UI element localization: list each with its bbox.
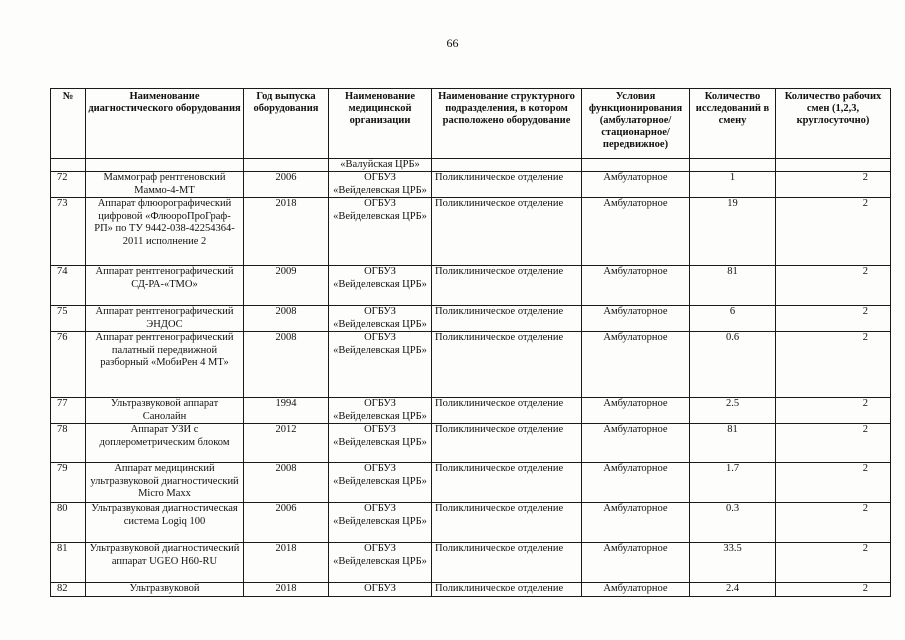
continuation-organization: «Валуйская ЦРБ» [329, 159, 432, 172]
row-num: 80 [51, 503, 86, 543]
row-exam-count: 19 [690, 198, 776, 266]
table-row [51, 463, 891, 503]
table-row [51, 398, 891, 424]
row-exam-count: 81 [690, 266, 776, 306]
equipment-table [50, 88, 891, 597]
row-shifts: 2 [776, 172, 891, 198]
row-conditions: Амбулаторное [582, 172, 690, 198]
row-unit: Поликлиническое отделение [432, 583, 582, 597]
table-row [51, 503, 891, 543]
row-year: 2018 [244, 543, 329, 583]
row-conditions: Амбулаторное [582, 306, 690, 332]
row-num: 72 [51, 172, 86, 198]
row-exam-count: 1.7 [690, 463, 776, 503]
header-exam-count: Количество исследований в смену [690, 89, 776, 159]
row-equipment-name: Ультразвуковой аппарат Санолайн [86, 398, 244, 424]
row-num: 73 [51, 198, 86, 266]
row-unit: Поликлиническое отделение [432, 172, 582, 198]
row-conditions: Амбулаторное [582, 398, 690, 424]
row-exam-count: 81 [690, 424, 776, 463]
row-equipment-name: Аппарат рентгенографический палатный передвижной разборный «МобиРен 4 МТ» [86, 332, 244, 398]
row-year: 2008 [244, 332, 329, 398]
row-organization: ОГБУЗ «Вейделевская ЦРБ» [329, 306, 432, 332]
row-num: 78 [51, 424, 86, 463]
row-unit: Поликлиническое отделение [432, 266, 582, 306]
row-organization: ОГБУЗ «Вейделевская ЦРБ» [329, 398, 432, 424]
row-equipment-name: Аппарат УЗИ с доплерометрическим блоком [86, 424, 244, 463]
row-shifts: 2 [776, 332, 891, 398]
row-organization: ОГБУЗ «Вейделевская ЦРБ» [329, 172, 432, 198]
header-year: Год выпуска оборудования [244, 89, 329, 159]
row-shifts: 2 [776, 398, 891, 424]
row-organization: ОГБУЗ [329, 583, 432, 597]
table-row [51, 172, 891, 198]
row-unit: Поликлиническое отделение [432, 332, 582, 398]
row-shifts: 2 [776, 503, 891, 543]
row-equipment-name: Ультразвуковой диагностический аппарат UGEO H60-RU [86, 543, 244, 583]
header-equipment-name: Наименование диагностического оборудования [86, 89, 244, 159]
row-year: 2012 [244, 424, 329, 463]
row-conditions: Амбулаторное [582, 424, 690, 463]
row-unit: Поликлиническое отделение [432, 198, 582, 266]
header-conditions: Условия функционирования (амбулаторное/ стационарное/ передвижное) [582, 89, 690, 159]
row-conditions: Амбулаторное [582, 583, 690, 597]
row-unit: Поликлиническое отделение [432, 503, 582, 543]
row-shifts: 2 [776, 463, 891, 503]
row-unit: Поликлиническое отделение [432, 398, 582, 424]
row-num: 76 [51, 332, 86, 398]
table-row [51, 306, 891, 332]
row-exam-count: 2.5 [690, 398, 776, 424]
row-organization: ОГБУЗ «Вейделевская ЦРБ» [329, 503, 432, 543]
table-row [51, 583, 891, 597]
row-year: 2009 [244, 266, 329, 306]
row-year: 2008 [244, 306, 329, 332]
table-row [51, 543, 891, 583]
row-year: 2018 [244, 198, 329, 266]
row-exam-count: 1 [690, 172, 776, 198]
row-conditions: Амбулаторное [582, 503, 690, 543]
row-exam-count: 0.6 [690, 332, 776, 398]
row-shifts: 2 [776, 306, 891, 332]
table-row [51, 198, 891, 266]
row-organization: ОГБУЗ «Вейделевская ЦРБ» [329, 543, 432, 583]
row-unit: Поликлиническое отделение [432, 543, 582, 583]
row-shifts: 2 [776, 424, 891, 463]
row-year: 1994 [244, 398, 329, 424]
row-organization: ОГБУЗ «Вейделевская ЦРБ» [329, 332, 432, 398]
row-year: 2006 [244, 503, 329, 543]
row-shifts: 2 [776, 583, 891, 597]
row-shifts: 2 [776, 266, 891, 306]
row-organization: ОГБУЗ «Вейделевская ЦРБ» [329, 463, 432, 503]
row-num: 74 [51, 266, 86, 306]
row-equipment-name: Аппарат медицинский ультразвуковой диагностический Micro Maxx [86, 463, 244, 503]
table-row [51, 332, 891, 398]
row-organization: ОГБУЗ «Вейделевская ЦРБ» [329, 424, 432, 463]
header-unit: Наименование структурного подразделения, в котором расположено оборудование [432, 89, 582, 159]
row-year: 2008 [244, 463, 329, 503]
row-equipment-name: Ультразвуковая диагностическая система Logiq 100 [86, 503, 244, 543]
row-conditions: Амбулаторное [582, 332, 690, 398]
continuation-row [51, 159, 891, 172]
row-equipment-name: Аппарат рентгенографический СД-РА-«ТМО» [86, 266, 244, 306]
row-unit: Поликлиническое отделение [432, 424, 582, 463]
row-conditions: Амбулаторное [582, 266, 690, 306]
header-shifts: Количество рабочих смен (1,2,3, круглосуточно) [776, 89, 891, 159]
row-num: 82 [51, 583, 86, 597]
row-shifts: 2 [776, 198, 891, 266]
page-number: 66 [446, 36, 459, 50]
row-conditions: Амбулаторное [582, 463, 690, 503]
row-conditions: Амбулаторное [582, 198, 690, 266]
row-num: 77 [51, 398, 86, 424]
row-num: 79 [51, 463, 86, 503]
table-row [51, 266, 891, 306]
row-equipment-name: Маммограф рентгеновский Маммо-4-МТ [86, 172, 244, 198]
row-num: 75 [51, 306, 86, 332]
row-unit: Поликлиническое отделение [432, 463, 582, 503]
row-shifts: 2 [776, 543, 891, 583]
row-exam-count: 33.5 [690, 543, 776, 583]
header-organization: Наименование медицинской организации [329, 89, 432, 159]
row-num: 81 [51, 543, 86, 583]
row-conditions: Амбулаторное [582, 543, 690, 583]
row-equipment-name: Аппарат рентгенографический ЭНДОС [86, 306, 244, 332]
row-year: 2006 [244, 172, 329, 198]
row-organization: ОГБУЗ «Вейделевская ЦРБ» [329, 266, 432, 306]
row-exam-count: 6 [690, 306, 776, 332]
row-equipment-name: Аппарат флюорографический цифровой «ФлюороПроГраф-РП» по ТУ 9442-038-42254364-2011 исполнение 2 [86, 198, 244, 266]
row-exam-count: 2.4 [690, 583, 776, 597]
row-unit: Поликлиническое отделение [432, 306, 582, 332]
row-year: 2018 [244, 583, 329, 597]
row-organization: ОГБУЗ «Вейделевская ЦРБ» [329, 198, 432, 266]
header-num: № [51, 89, 86, 159]
row-exam-count: 0.3 [690, 503, 776, 543]
row-equipment-name: Ультразвуковой [86, 583, 244, 597]
table-row [51, 424, 891, 463]
